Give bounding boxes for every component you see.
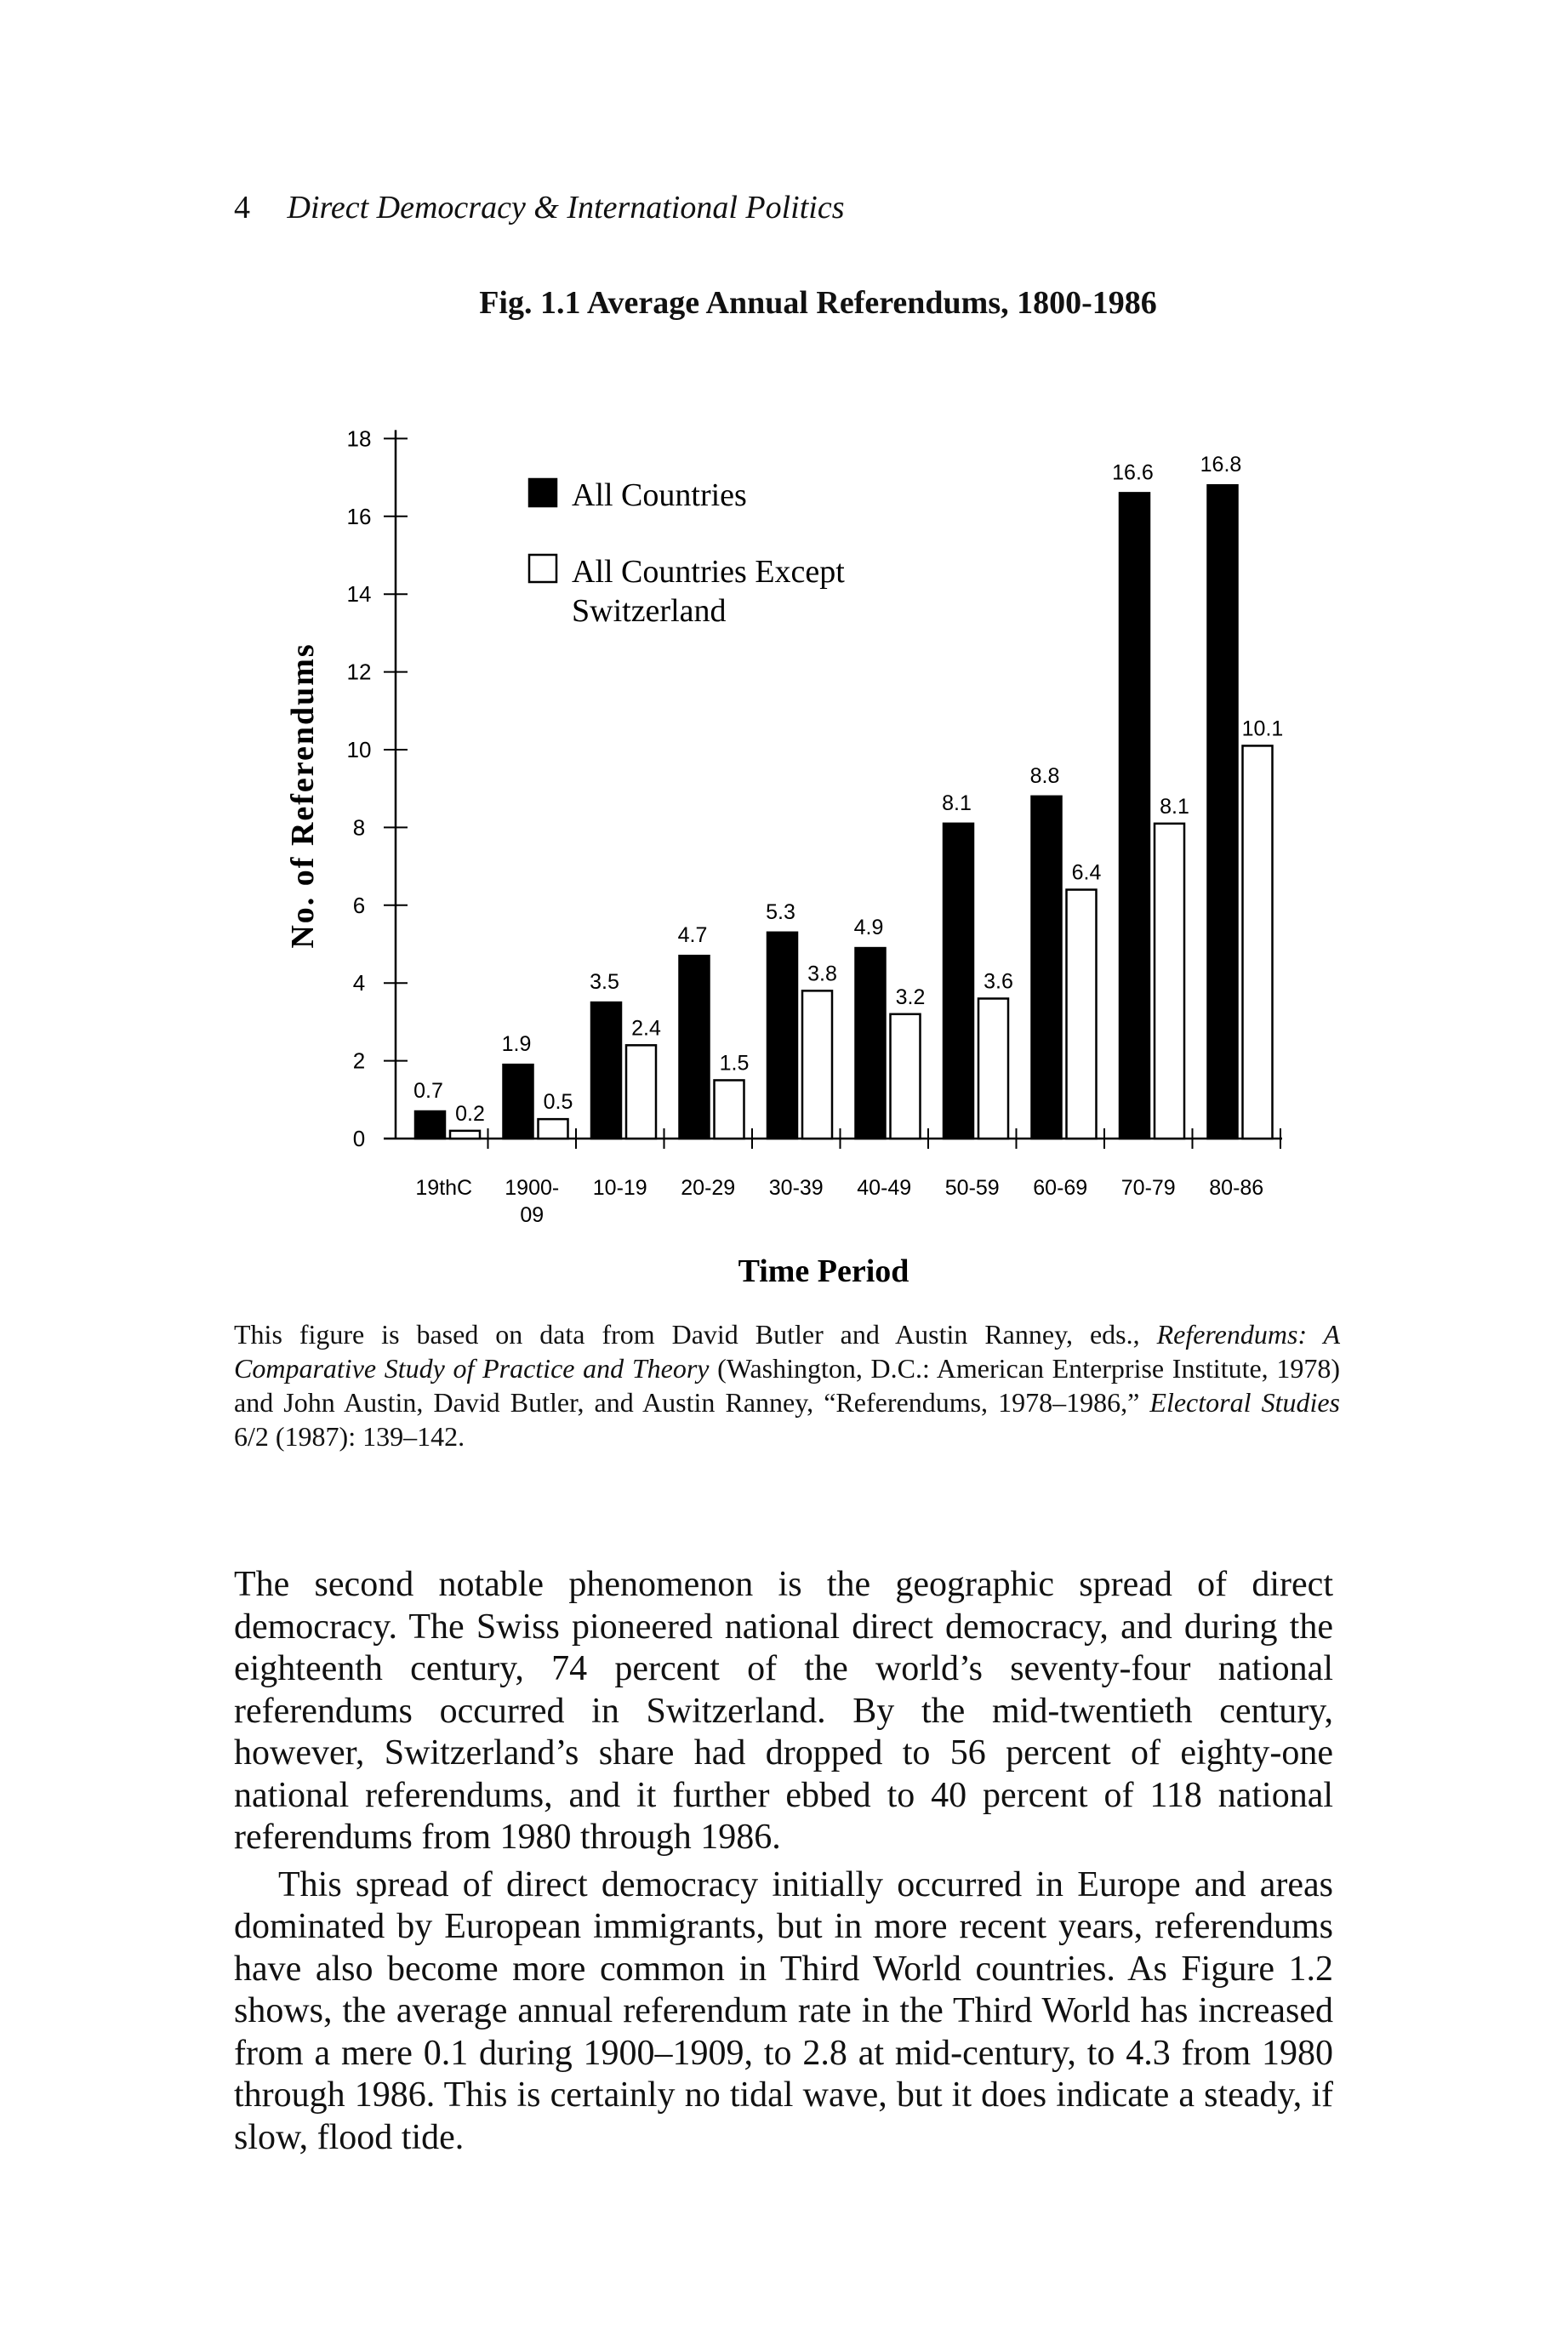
running-head-title: Direct Democracy & International Politics bbox=[287, 190, 845, 225]
bar-all-countries bbox=[1120, 493, 1149, 1139]
x-tick-label-line: 30-39 bbox=[768, 1176, 824, 1200]
x-tick-label bbox=[1209, 1176, 1263, 1200]
caption-text-1: This figure is based on data from David Butler and Austin Ranney, eds., bbox=[234, 1319, 1157, 1350]
caption-journal-title: Electoral Studies bbox=[1149, 1387, 1341, 1418]
caption-book-title: Referendums: A Comparative Study of Practice and Theory bbox=[234, 1319, 1341, 1384]
x-tick-label bbox=[769, 1176, 824, 1200]
legend-label-line: Switzerland bbox=[572, 593, 727, 629]
x-tick-label-line: 80-86 bbox=[1209, 1176, 1264, 1200]
figure-title: Fig. 1.1 Average Annual Referendums, 1800-1986 bbox=[479, 285, 1157, 321]
paragraph-2: This spread of direct democracy initially occurred in Europe and areas dominated by European immigrants, but in more recent years, referendums have also become more common in Third World countries. As Figure 1.2 shows, the average annual referendum rate in the Third World has increased from a mere 0.1 during 1900–1909, to 2.8 at mid-century, to 4.3 from 1980 through 1986. This is certainly no tidal wave, but it does indicate a steady, if slow, flood tide. bbox=[234, 1864, 1333, 2157]
legend-label-except-switzerland bbox=[572, 554, 845, 629]
data-label-all-countries: 1.9 bbox=[501, 1032, 532, 1057]
data-label-all-countries: 5.3 bbox=[766, 899, 795, 924]
figure-caption bbox=[234, 1317, 1340, 1453]
data-label-except-switzerland: 8.1 bbox=[1160, 794, 1189, 819]
bar-except-switzerland bbox=[978, 998, 1008, 1139]
data-label-all-countries: 8.1 bbox=[942, 791, 972, 815]
bar-except-switzerland bbox=[1067, 890, 1097, 1139]
legend-swatch-all-countries bbox=[529, 479, 556, 506]
x-tick-label bbox=[1121, 1176, 1176, 1200]
bar-except-switzerland bbox=[539, 1119, 568, 1139]
x-tick-label bbox=[681, 1176, 735, 1200]
x-tick-label-line: 10-19 bbox=[592, 1176, 647, 1200]
y-tick-label: 16 bbox=[346, 503, 372, 529]
caption-text-3: 6/2 (1987): 139–142. bbox=[234, 1421, 465, 1452]
x-tick-label-line: 19thC bbox=[415, 1176, 473, 1200]
x-tick-label-line: 09 bbox=[520, 1203, 545, 1227]
bar-except-switzerland bbox=[1243, 745, 1273, 1139]
bar-all-countries bbox=[680, 956, 710, 1139]
data-label-all-countries: 16.8 bbox=[1200, 453, 1242, 477]
bar-all-countries bbox=[504, 1065, 533, 1139]
data-label-all-countries: 0.7 bbox=[413, 1079, 443, 1104]
bar-all-countries bbox=[591, 1002, 621, 1139]
bar-except-switzerland bbox=[1155, 824, 1184, 1139]
data-label-except-switzerland: 0.2 bbox=[455, 1101, 485, 1126]
y-tick-label: 14 bbox=[346, 581, 372, 608]
data-label-except-switzerland: 2.4 bbox=[631, 1016, 661, 1041]
data-label-all-countries: 8.8 bbox=[1029, 763, 1060, 788]
legend-label-line: All Countries Except bbox=[572, 554, 845, 590]
bar-all-countries bbox=[415, 1111, 445, 1139]
x-axis-title: Time Period bbox=[738, 1253, 909, 1289]
bar-all-countries bbox=[944, 824, 973, 1139]
x-tick-label-line: 70-79 bbox=[1120, 1176, 1176, 1200]
chart-legend bbox=[529, 477, 845, 629]
y-tick-label: 18 bbox=[346, 425, 372, 452]
x-tick-label bbox=[415, 1176, 472, 1200]
data-label-except-switzerland: 6.4 bbox=[1071, 860, 1102, 885]
bar-except-switzerland bbox=[626, 1045, 656, 1139]
legend-swatch-except-switzerland bbox=[529, 555, 556, 582]
y-tick-label: 2 bbox=[352, 1048, 366, 1074]
bar-all-countries bbox=[1032, 796, 1062, 1139]
x-tick-label-line: 60-69 bbox=[1033, 1176, 1088, 1200]
paragraph-1: The second notable phenomenon is the geographic spread of direct democracy. The Swiss pioneered national direct democracy, and during the eighteenth century, 74 percent of the world’s seventy-four national referendums occurred in Switzerland. By the mid-twentieth century, however, Switzerland’s share had dropped to 56 percent of eighty-one national referendums, and it further ebbed to 40 percent of 118 national referendums from 1980 through 1986. bbox=[234, 1565, 1333, 1857]
x-tick-label bbox=[857, 1176, 911, 1200]
bar-all-countries bbox=[767, 933, 797, 1139]
x-tick-label-line: 1900- bbox=[505, 1176, 560, 1200]
x-tick-label-line: 40-49 bbox=[857, 1176, 912, 1200]
x-tick-label bbox=[593, 1176, 647, 1200]
y-tick-label: 10 bbox=[346, 737, 372, 762]
data-label-except-switzerland: 1.5 bbox=[719, 1051, 750, 1076]
bar-except-switzerland bbox=[891, 1014, 921, 1139]
data-label-all-countries: 4.7 bbox=[677, 923, 708, 948]
y-tick-label: 0 bbox=[352, 1126, 366, 1151]
x-tick-label bbox=[505, 1176, 559, 1227]
y-axis-title: No. of Referendums bbox=[285, 642, 321, 949]
bar-except-switzerland bbox=[802, 990, 832, 1139]
data-label-except-switzerland: 3.6 bbox=[984, 969, 1013, 994]
data-label-all-countries: 4.9 bbox=[853, 916, 884, 940]
y-tick-label: 6 bbox=[352, 892, 366, 918]
data-label-all-countries: 16.6 bbox=[1112, 460, 1154, 485]
y-tick-label: 8 bbox=[352, 814, 366, 841]
y-tick-label: 12 bbox=[346, 659, 372, 685]
bar-except-switzerland bbox=[450, 1131, 480, 1139]
data-label-except-switzerland: 3.8 bbox=[807, 962, 837, 986]
x-tick-label-line: 50-59 bbox=[944, 1176, 1000, 1200]
x-tick-label bbox=[1033, 1176, 1087, 1200]
legend-label-all-countries: All Countries bbox=[572, 477, 747, 513]
data-label-except-switzerland: 10.1 bbox=[1241, 716, 1284, 741]
data-label-all-countries: 3.5 bbox=[590, 970, 619, 995]
x-tick-label bbox=[945, 1176, 1000, 1200]
bar-all-countries bbox=[856, 948, 886, 1139]
caption-text-2: (Washington, D.C.: American Enterprise Institute, 1978) and John Austin, David Butler, and Austin Ranney, “Referendums, 1978–1986,” bbox=[234, 1353, 1341, 1418]
bar-except-switzerland bbox=[715, 1080, 744, 1139]
bar-all-countries bbox=[1208, 485, 1238, 1139]
data-label-except-switzerland: 0.5 bbox=[543, 1090, 573, 1115]
data-label-except-switzerland: 3.2 bbox=[895, 985, 926, 1009]
page-number: 4 bbox=[234, 190, 250, 225]
x-tick-label-line: 20-29 bbox=[681, 1176, 736, 1200]
y-tick-label: 4 bbox=[352, 970, 366, 996]
body-text bbox=[234, 1564, 1333, 2159]
